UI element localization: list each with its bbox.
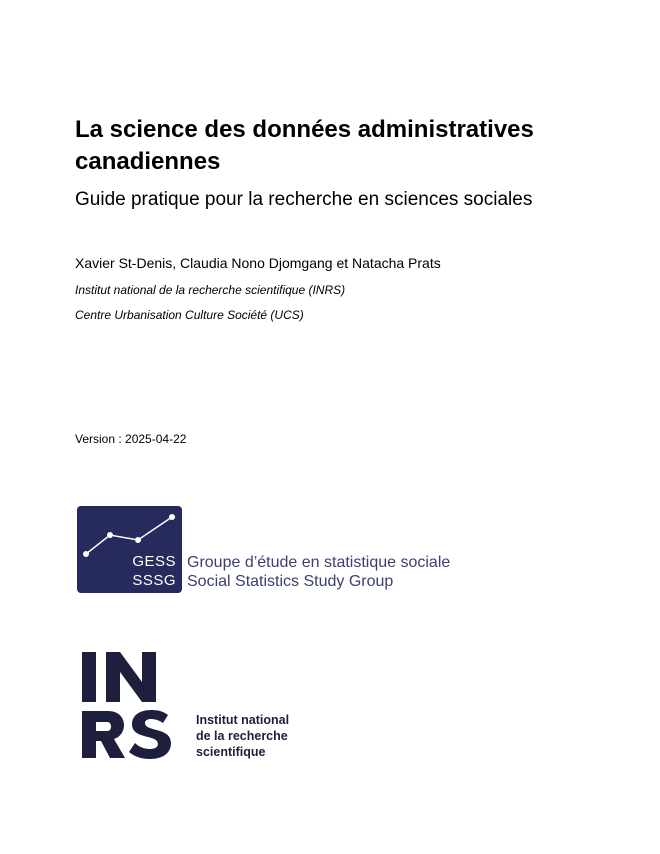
affiliation-ucs: Centre Urbanisation Culture Société (UCS) <box>75 308 304 322</box>
inrs-name-line: scientifique <box>196 745 266 759</box>
version-label: Version : 2025-04-22 <box>75 432 187 446</box>
gess-logo <box>77 506 477 596</box>
document-subtitle: Guide pratique pour la recherche en sciences sociales <box>75 189 533 210</box>
inrs-name <box>196 712 326 760</box>
document-title: La science des données administratives canadiennes <box>75 116 534 175</box>
authors: Xavier St-Denis, Claudia Nono Djomgang et Natacha Prats <box>75 255 441 271</box>
gess-name-en: Social Statistics Study Group <box>187 573 394 590</box>
gess-logo-box <box>77 506 182 593</box>
gess-name-fr: Groupe d’étude en statistique sociale <box>187 554 451 571</box>
inrs-wordmark <box>80 637 180 762</box>
inrs-name-line: de la recherche <box>196 729 288 743</box>
inrs-logo <box>80 637 320 767</box>
inrs-name-line: Institut national <box>196 713 290 727</box>
gess-code-fr: GESS <box>132 553 176 570</box>
gess-code-en: SSSG <box>132 572 176 589</box>
affiliation-inrs: Institut national de la recherche scientifique (INRS) <box>75 283 346 297</box>
